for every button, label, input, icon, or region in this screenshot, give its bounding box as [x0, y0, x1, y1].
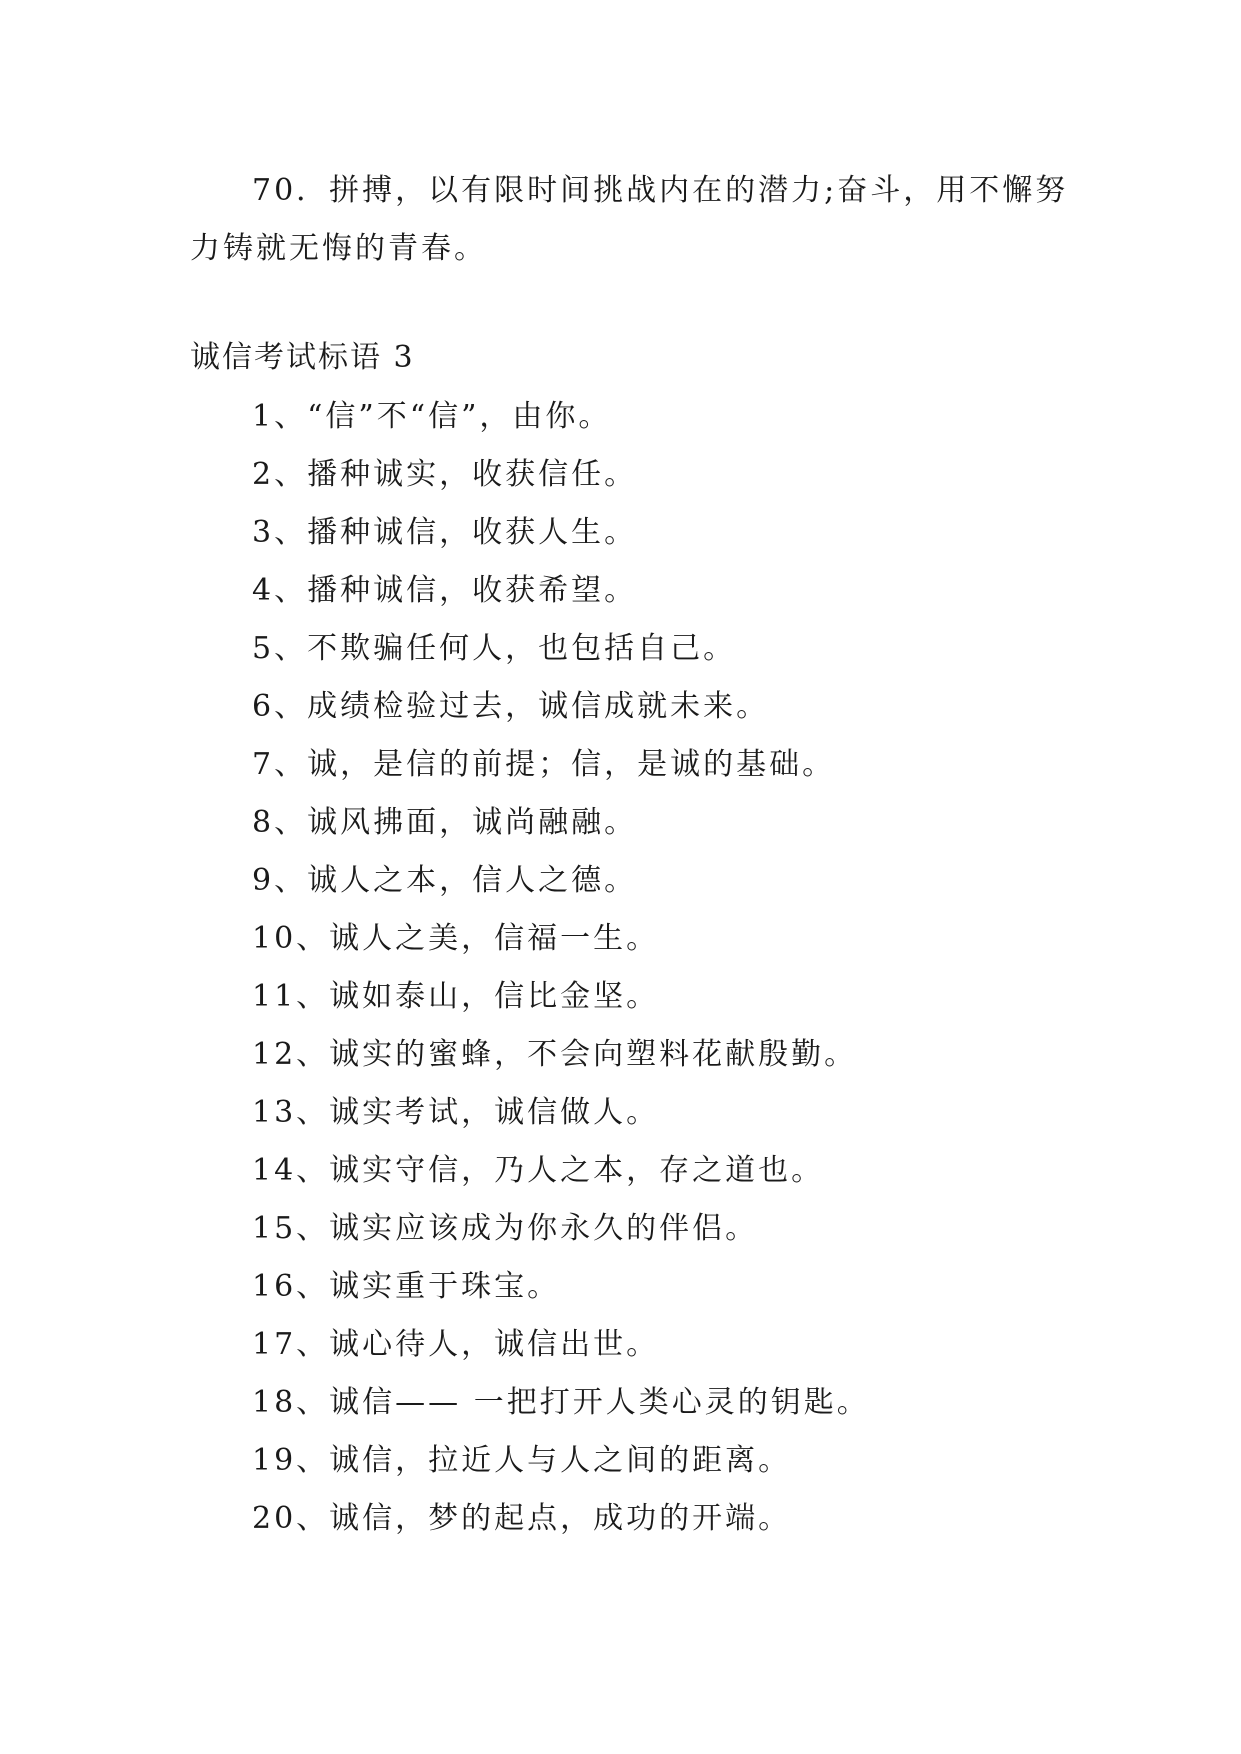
intro-paragraph: 70．拼搏，以有限时间挑战内在的潜力;奋斗，用不懈努力铸就无悔的青春。	[190, 173, 1069, 266]
slogan-item: 1、“信”不“信”，由你。	[252, 399, 612, 434]
section-heading: 诚信考试标语 3	[190, 340, 415, 375]
slogan-item: 20、诚信，梦的起点，成功的开端。	[252, 1501, 792, 1536]
slogan-item: 4、播种诚信，收获希望。	[252, 573, 638, 608]
slogan-item: 12、诚实的蜜蜂，不会向塑料花献殷勤。	[252, 1037, 858, 1072]
slogan-item: 17、诚心待人，诚信出世。	[252, 1327, 660, 1362]
slogan-item: 9、诚人之本，信人之德。	[252, 863, 638, 898]
slogan-list	[252, 397, 870, 1557]
slogan-item: 3、播种诚信，收获人生。	[252, 515, 638, 550]
slogan-item: 13、诚实考试，诚信做人。	[252, 1095, 660, 1130]
slogan-item: 11、诚如泰山，信比金坚。	[252, 979, 660, 1014]
slogan-item: 2、播种诚实，收获信任。	[252, 457, 638, 492]
slogan-item: 14、诚实守信，乃人之本，存之道也。	[252, 1153, 825, 1188]
slogan-item: 6、成绩检验过去，诚信成就未来。	[252, 689, 770, 724]
slogan-item: 16、诚实重于珠宝。	[252, 1269, 561, 1304]
slogan-item: 10、诚人之美，信福一生。	[252, 921, 660, 956]
slogan-item: 8、诚风拂面，诚尚融融。	[252, 805, 638, 840]
slogan-item: 18、诚信—— 一把打开人类心灵的钥匙。	[252, 1385, 870, 1420]
slogan-item: 19、诚信，拉近人与人之间的距离。	[252, 1443, 792, 1478]
slogan-item: 5、不欺骗任何人，也包括自己。	[252, 631, 737, 666]
slogan-item: 7、诚，是信的前提；信，是诚的基础。	[252, 747, 836, 782]
slogan-item: 15、诚实应该成为你永久的伴侣。	[252, 1211, 759, 1246]
